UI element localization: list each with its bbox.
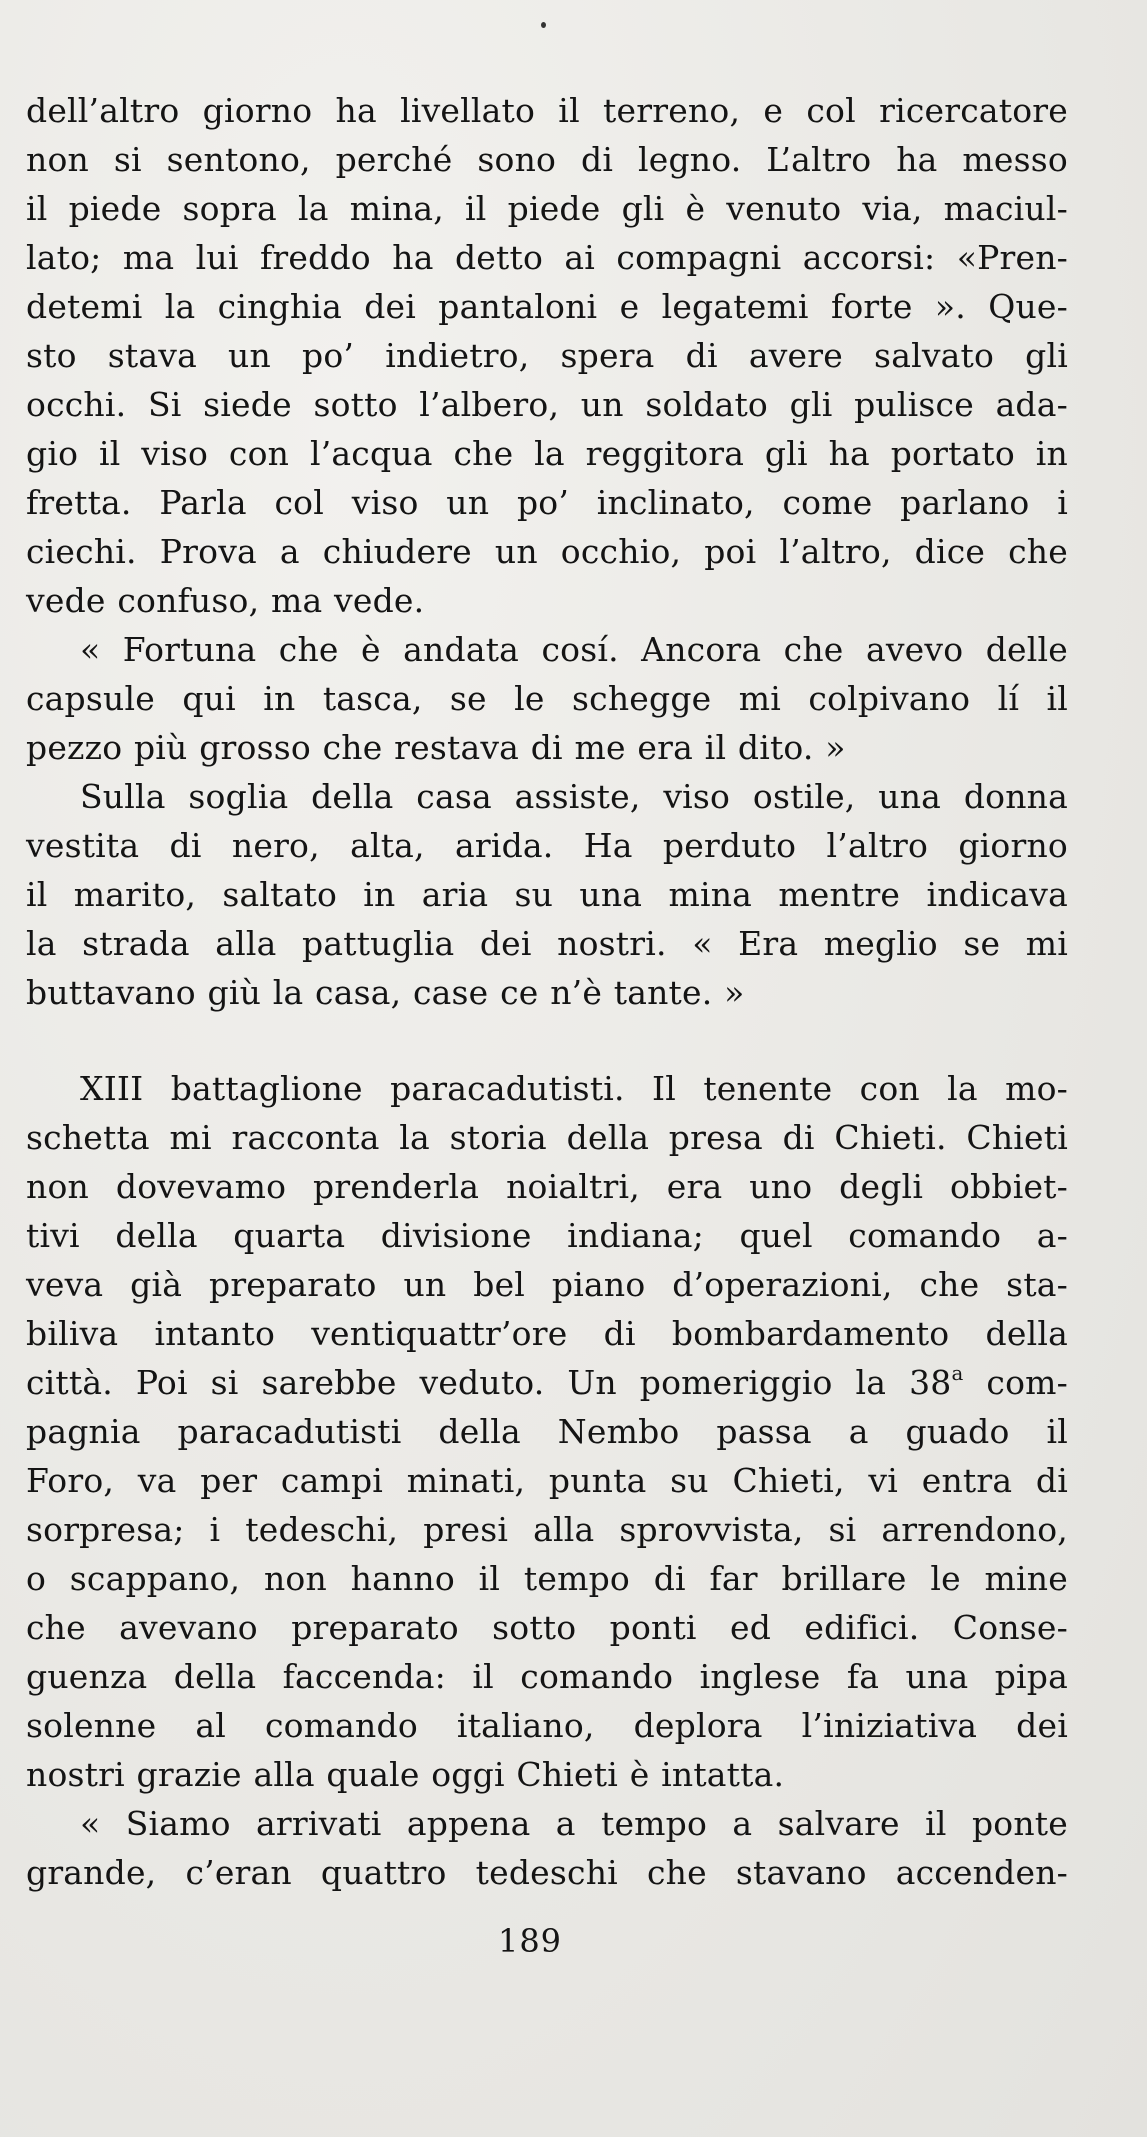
text-line: dell’altro giorno ha livellato il terreno, e col ricercatore: [26, 91, 1068, 130]
text-line: fretta. Parla col viso un po’ inclinato, come parlano i: [26, 483, 1068, 522]
page-number: 189: [497, 1922, 563, 1960]
text-line: schetta mi racconta la storia della presa di Chieti. Chieti: [26, 1118, 1068, 1157]
text-segment: città. Poi si sarebbe veduto. Un pomeriggio la 38: [26, 1363, 952, 1402]
text-line: guenza della faccenda: il comando inglese fa una pipa: [26, 1657, 1068, 1696]
text-line: non dovevamo prenderla noialtri, era uno degli obbiet-: [26, 1167, 1068, 1206]
text-line: occhi. Si siede sotto l’albero, un soldato gli pulisce ada-: [26, 385, 1068, 424]
text-line: pagnia paracadutisti della Nembo passa a guado il: [26, 1412, 1068, 1451]
text-line: sorpresa; i tedeschi, presi alla sprovvista, si arrendono,: [26, 1510, 1068, 1549]
text-line: solenne al comando italiano, deplora l’iniziativa dei: [26, 1706, 1068, 1745]
text-line: buttavano giù la casa, case ce n’è tante. »: [26, 973, 745, 1012]
text-line: sto stava un po’ indietro, spera di avere salvato gli: [26, 336, 1068, 375]
text-line: ciechi. Prova a chiudere un occhio, poi l’altro, dice che: [26, 532, 1068, 571]
text-line: « Fortuna che è andata cosí. Ancora che avevo delle: [80, 630, 1068, 669]
text-line: il piede sopra la mina, il piede gli è venuto via, maciul-: [26, 189, 1068, 228]
text-line: tivi della quarta divisione indiana; quel comando a-: [26, 1216, 1068, 1255]
text-line: che avevano preparato sotto ponti ed edifici. Conse-: [26, 1608, 1068, 1647]
text-line: nostri grazie alla quale oggi Chieti è intatta.: [26, 1755, 785, 1794]
text-line: grande, c’eran quattro tedeschi che stavano accenden-: [26, 1853, 1068, 1892]
text-line: vede confuso, ma vede.: [26, 581, 425, 620]
text-line: « Siamo arrivati appena a tempo a salvare il ponte: [80, 1804, 1068, 1843]
text-line: non si sentono, perché sono di legno. L’altro ha messo: [26, 140, 1068, 179]
text-line: Sulla soglia della casa assiste, viso ostile, una donna: [80, 777, 1068, 816]
text-line: vestita di nero, alta, arida. Ha perduto l’altro giorno: [26, 826, 1068, 865]
text-line: XIII battaglione paracadutisti. Il tenente con la mo-: [80, 1069, 1068, 1108]
ink-speck: [541, 22, 546, 28]
text-line: Foro, va per campi minati, punta su Chieti, vi entra di: [26, 1461, 1068, 1500]
ordinal-superscript: a: [951, 1362, 964, 1386]
text-line: gio il viso con l’acqua che la reggitora gli ha portato in: [26, 434, 1068, 473]
text-line: detemi la cinghia dei pantaloni e legatemi forte ». Que-: [26, 287, 1068, 326]
text-block-bottom: [26, 1064, 1068, 1897]
text-line: capsule qui in tasca, se le schegge mi colpivano lí il: [26, 679, 1068, 718]
text-line: la strada alla pattuglia dei nostri. « Era meglio se mi: [26, 924, 1068, 963]
text-line-with-ordinal: [26, 1358, 1068, 1407]
text-line: o scappano, non hanno il tempo di far brillare le mine: [26, 1559, 1068, 1598]
text-line: il marito, saltato in aria su una mina mentre indicava: [26, 875, 1068, 914]
text-line: biliva intanto ventiquattr’ore di bombardamento della: [26, 1314, 1068, 1353]
text-line: pezzo più grosso che restava di me era il dito. »: [26, 728, 846, 767]
text-block-top: [26, 86, 1068, 1017]
text-line: veva già preparato un bel piano d’operazioni, che sta-: [26, 1265, 1068, 1304]
text-line: lato; ma lui freddo ha detto ai compagni accorsi: «Pren-: [26, 238, 1068, 277]
text-segment: com-: [963, 1363, 1068, 1402]
